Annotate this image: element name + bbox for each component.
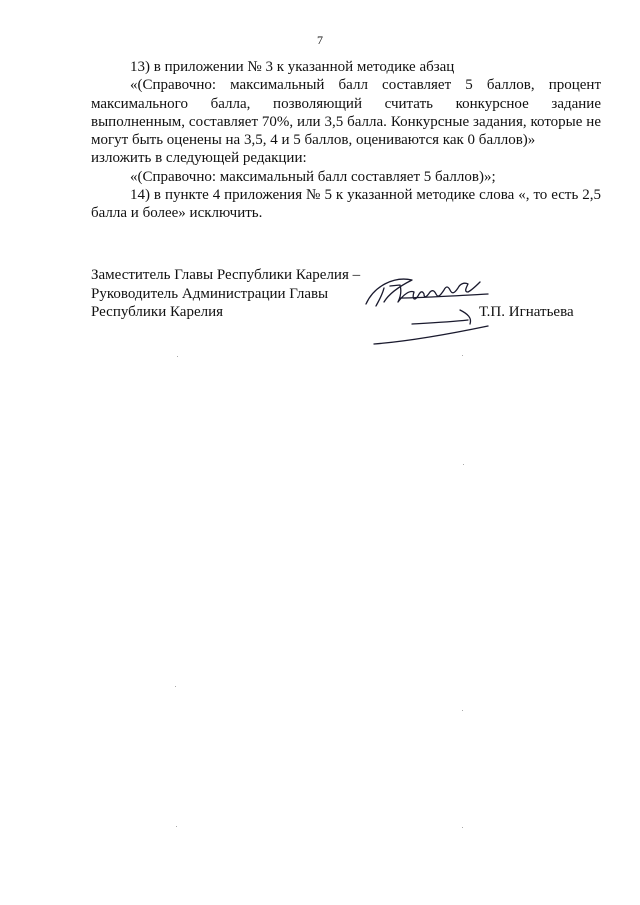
signature-stroke-loop: [366, 279, 412, 304]
scan-speck: [462, 355, 463, 356]
signature-block: [91, 266, 601, 322]
signature-stroke-sweep: [374, 326, 488, 344]
paragraph-old-wording: «(Справочно: максимальный балл составляет 5 баллов, процент максимального балла, позволяющий считать конкурсное задание выполненным, составляет 70%, или 3,5 балла. Конкурсные задания, которые не могут быть оценены на 3,5, 4 и 5 баллов, оцениваются как 0 баллов)»: [91, 77, 601, 149]
scan-speck: [175, 686, 176, 687]
paragraph-new-wording: «(Справочно: максимальный балл составляет 5 баллов)»;: [130, 168, 496, 185]
page-number: 7: [317, 33, 323, 47]
scan-speck: [462, 827, 463, 828]
paragraph-item-14: 14) в пункте 4 приложения № 5 к указанной методике слова «, то есть 2,5 балла и более» исключить.: [91, 187, 601, 222]
scan-speck: [176, 826, 177, 827]
signature-stroke-dash-2: [412, 320, 468, 324]
signature-stroke-tail: [460, 310, 471, 324]
paragraph-item-13: 13) в приложении № 3 к указанной методике абзац: [130, 59, 455, 75]
scan-speck: [463, 464, 464, 465]
signer-name: Т.П. Игнатьева: [479, 304, 574, 320]
paragraph-replace-phrase: изложить в следующей редакции:: [91, 150, 307, 167]
scan-speck: [462, 710, 463, 711]
document-body: [91, 58, 601, 223]
signer-position: Заместитель Главы Республики Карелия – Руководитель Администрации Главы Республики Карелия: [91, 267, 361, 321]
handwritten-signature-icon: [360, 268, 500, 352]
scan-speck: [177, 356, 178, 357]
